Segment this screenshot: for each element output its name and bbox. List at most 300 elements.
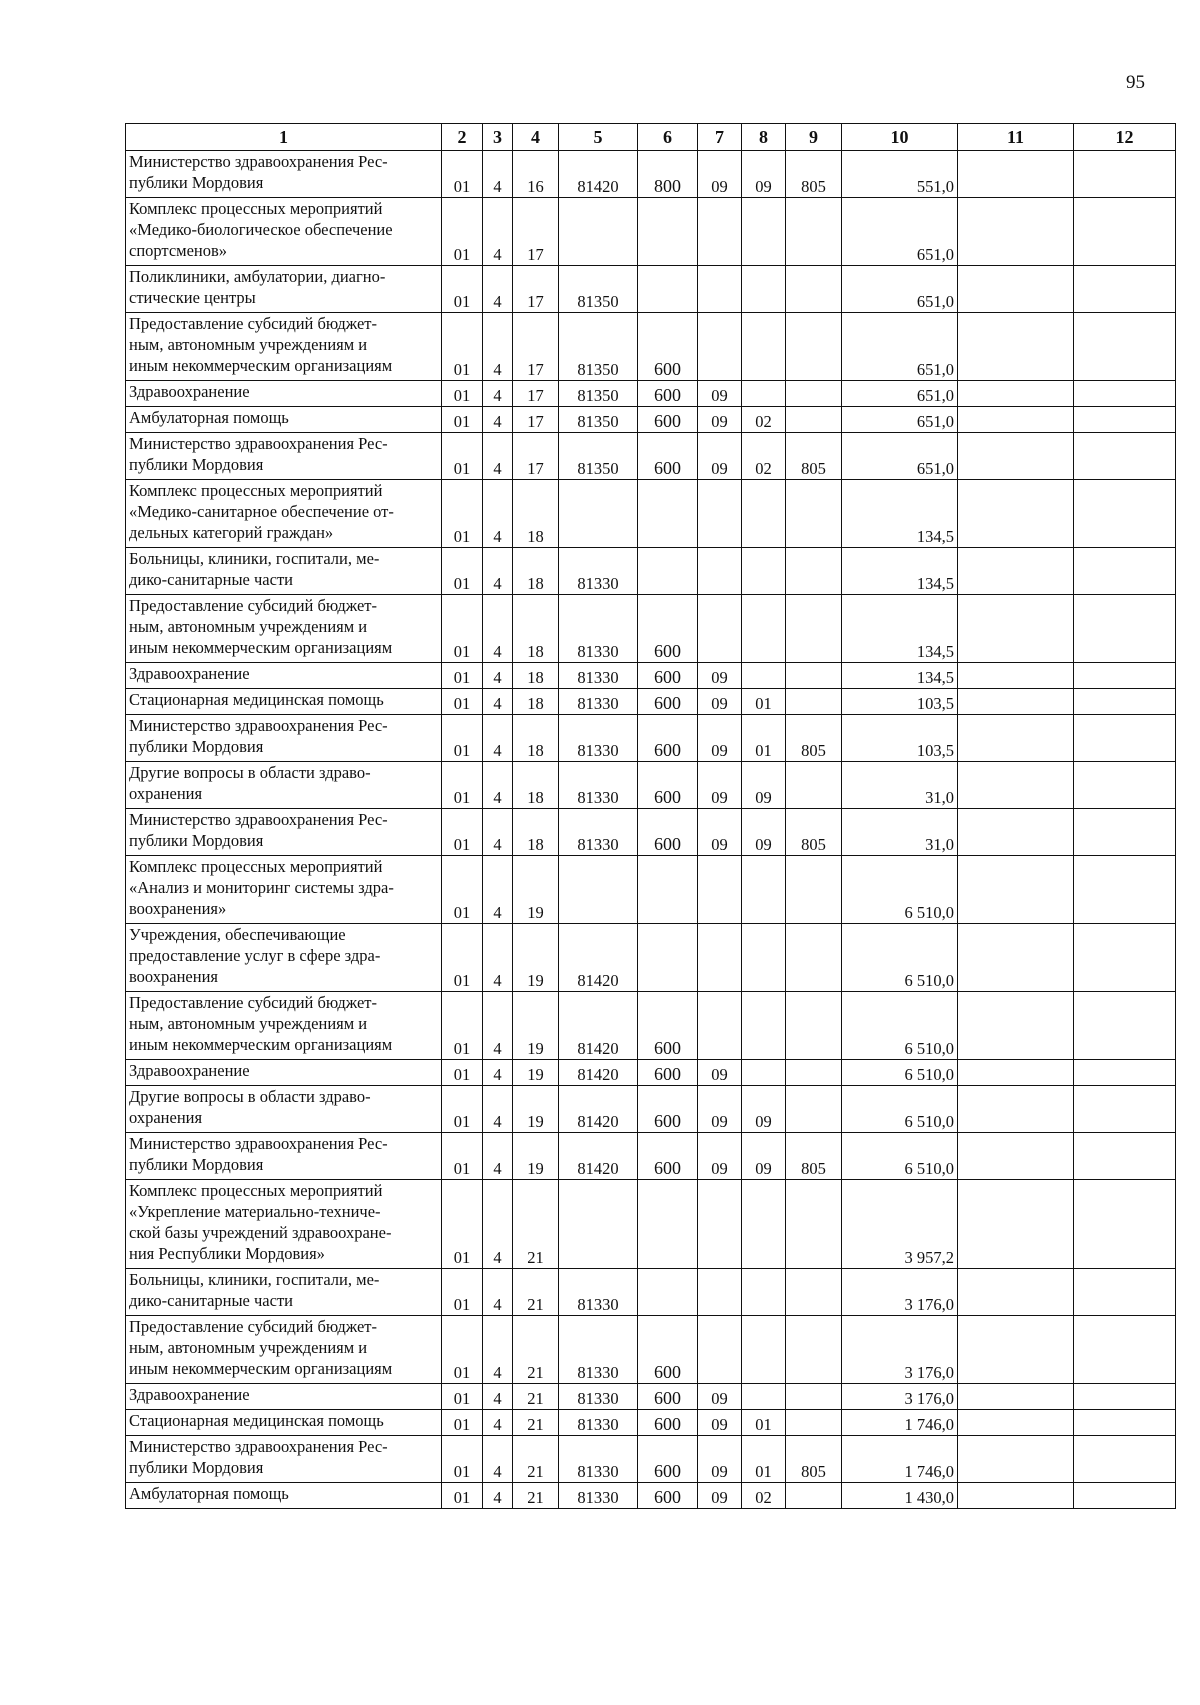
cell-col11: [958, 1436, 1074, 1483]
cell-col6: [638, 548, 698, 595]
cell-col4: 21: [513, 1269, 559, 1316]
column-header: 4: [513, 124, 559, 151]
row-name-text: Другие вопросы в области здраво- охранения: [129, 763, 371, 803]
cell-col8: [742, 1384, 786, 1410]
table-row: [126, 433, 1176, 480]
cell-col11: [958, 480, 1074, 548]
cell-col7: 09: [698, 762, 742, 809]
cell-col4: 21: [513, 1483, 559, 1509]
budget-table-container: [125, 123, 1175, 1509]
cell-col11: [958, 924, 1074, 992]
cell-col11: [958, 266, 1074, 313]
cell-col7: 09: [698, 715, 742, 762]
cell-col12: [1074, 480, 1176, 548]
table-row: [126, 480, 1176, 548]
table-row: [126, 1133, 1176, 1180]
row-name: [126, 433, 442, 480]
row-name: [126, 663, 442, 689]
cell-col8: 09: [742, 762, 786, 809]
cell-col6: 600: [638, 381, 698, 407]
table-row: [126, 762, 1176, 809]
cell-col5: 81330: [559, 1269, 638, 1316]
cell-col2: 01: [442, 1316, 483, 1384]
cell-col8: 09: [742, 1086, 786, 1133]
cell-col9: [786, 1269, 842, 1316]
cell-col7: 09: [698, 433, 742, 480]
table-row: [126, 151, 1176, 198]
cell-col12: [1074, 689, 1176, 715]
cell-col4: 21: [513, 1436, 559, 1483]
cell-col4: 18: [513, 595, 559, 663]
cell-col12: [1074, 856, 1176, 924]
cell-col9: [786, 762, 842, 809]
cell-col3: 4: [483, 266, 513, 313]
row-name: [126, 1410, 442, 1436]
cell-col3: 4: [483, 1410, 513, 1436]
cell-col9: [786, 1483, 842, 1509]
table-row: [126, 992, 1176, 1060]
cell-col7: [698, 924, 742, 992]
cell-col7: [698, 266, 742, 313]
cell-col12: [1074, 151, 1176, 198]
cell-col7: 09: [698, 1483, 742, 1509]
cell-col11: [958, 1316, 1074, 1384]
cell-col9: [786, 313, 842, 381]
cell-col6: [638, 1269, 698, 1316]
cell-col2: 01: [442, 266, 483, 313]
cell-col11: [958, 715, 1074, 762]
row-name-text: Комплекс процессных мероприятий «Медико-санитарное обеспечение от- дельных категорий граждан»: [129, 481, 394, 542]
table-row: [126, 1086, 1176, 1133]
budget-table: [125, 123, 1176, 1509]
cell-col4: 17: [513, 198, 559, 266]
cell-col2: 01: [442, 407, 483, 433]
cell-col7: 09: [698, 1060, 742, 1086]
cell-col11: [958, 198, 1074, 266]
cell-amount: 6 510,0: [842, 1133, 958, 1180]
cell-col8: [742, 856, 786, 924]
cell-col4: 17: [513, 313, 559, 381]
row-name-text: Министерство здравоохранения Рес- публики Мордовия: [129, 152, 388, 192]
cell-col4: 19: [513, 924, 559, 992]
cell-col9: 805: [786, 715, 842, 762]
cell-col3: 4: [483, 480, 513, 548]
cell-col3: 4: [483, 762, 513, 809]
cell-col7: [698, 992, 742, 1060]
cell-amount: 134,5: [842, 595, 958, 663]
cell-amount: 1 430,0: [842, 1483, 958, 1509]
cell-col9: [786, 663, 842, 689]
row-name: [126, 762, 442, 809]
row-name: [126, 381, 442, 407]
cell-col5: 81350: [559, 313, 638, 381]
cell-col11: [958, 1483, 1074, 1509]
cell-col11: [958, 689, 1074, 715]
cell-col12: [1074, 992, 1176, 1060]
cell-col3: 4: [483, 151, 513, 198]
cell-col4: 21: [513, 1180, 559, 1269]
table-row: [126, 1316, 1176, 1384]
cell-col2: 01: [442, 548, 483, 595]
cell-col9: [786, 480, 842, 548]
cell-col9: [786, 595, 842, 663]
cell-col8: 02: [742, 433, 786, 480]
cell-col7: 09: [698, 1133, 742, 1180]
cell-amount: 651,0: [842, 381, 958, 407]
cell-amount: 6 510,0: [842, 1086, 958, 1133]
cell-col9: 805: [786, 151, 842, 198]
cell-col6: 600: [638, 1384, 698, 1410]
cell-col2: 01: [442, 856, 483, 924]
header-row: [126, 124, 1176, 151]
row-name: [126, 407, 442, 433]
cell-col9: [786, 381, 842, 407]
cell-col2: 01: [442, 1410, 483, 1436]
cell-col8: 09: [742, 151, 786, 198]
cell-col7: [698, 856, 742, 924]
cell-col8: 02: [742, 407, 786, 433]
cell-col12: [1074, 1316, 1176, 1384]
cell-col12: [1074, 715, 1176, 762]
cell-col8: [742, 924, 786, 992]
row-name-text: Министерство здравоохранения Рес- публики Мордовия: [129, 810, 388, 850]
cell-col3: 4: [483, 809, 513, 856]
cell-col7: [698, 1316, 742, 1384]
cell-col6: 600: [638, 663, 698, 689]
cell-col3: 4: [483, 663, 513, 689]
column-header: 5: [559, 124, 638, 151]
cell-col5: 81420: [559, 1086, 638, 1133]
cell-col6: 600: [638, 1410, 698, 1436]
cell-col7: 09: [698, 689, 742, 715]
cell-col11: [958, 595, 1074, 663]
cell-col12: [1074, 407, 1176, 433]
cell-col11: [958, 1269, 1074, 1316]
cell-col4: 19: [513, 992, 559, 1060]
cell-col7: 09: [698, 663, 742, 689]
cell-col3: 4: [483, 1180, 513, 1269]
row-name: [126, 1180, 442, 1269]
table-row: [126, 689, 1176, 715]
cell-col9: 805: [786, 809, 842, 856]
cell-col4: 17: [513, 381, 559, 407]
cell-col5: 81350: [559, 381, 638, 407]
column-header: 12: [1074, 124, 1176, 151]
cell-col6: 600: [638, 992, 698, 1060]
row-name-text: Предоставление субсидий бюджет- ным, автономным учреждениям и иным некоммерческим организациям: [129, 993, 393, 1054]
table-row: [126, 1410, 1176, 1436]
row-name: [126, 689, 442, 715]
cell-amount: 134,5: [842, 663, 958, 689]
cell-col9: [786, 1180, 842, 1269]
row-name-text: Министерство здравоохранения Рес- публики Мордовия: [129, 434, 388, 474]
row-name: [126, 1133, 442, 1180]
cell-col11: [958, 856, 1074, 924]
cell-col6: 600: [638, 1316, 698, 1384]
cell-col8: 01: [742, 715, 786, 762]
cell-col11: [958, 809, 1074, 856]
column-header: 6: [638, 124, 698, 151]
cell-col2: 01: [442, 480, 483, 548]
cell-col9: [786, 407, 842, 433]
row-name-text: Министерство здравоохранения Рес- публики Мордовия: [129, 1134, 388, 1174]
row-name-text: Поликлиники, амбулатории, диагно- стические центры: [129, 267, 386, 307]
cell-col9: [786, 198, 842, 266]
cell-col9: [786, 992, 842, 1060]
cell-col7: [698, 548, 742, 595]
cell-col6: 600: [638, 433, 698, 480]
row-name: [126, 1060, 442, 1086]
column-header: 7: [698, 124, 742, 151]
table-row: [126, 1436, 1176, 1483]
cell-col2: 01: [442, 715, 483, 762]
cell-col4: 19: [513, 856, 559, 924]
cell-col11: [958, 1410, 1074, 1436]
cell-col2: 01: [442, 809, 483, 856]
cell-amount: 6 510,0: [842, 924, 958, 992]
cell-col6: 800: [638, 151, 698, 198]
row-name-text: Стационарная медицинская помощь: [129, 690, 384, 709]
cell-col4: 21: [513, 1384, 559, 1410]
cell-col8: 01: [742, 1436, 786, 1483]
cell-col9: [786, 1384, 842, 1410]
cell-col6: [638, 924, 698, 992]
table-body: [126, 151, 1176, 1509]
cell-col6: 600: [638, 1133, 698, 1180]
cell-col9: 805: [786, 1133, 842, 1180]
cell-col4: 18: [513, 663, 559, 689]
column-header: 11: [958, 124, 1074, 151]
row-name-text: Здравоохранение: [129, 1061, 250, 1080]
cell-col4: 17: [513, 266, 559, 313]
table-row: [126, 856, 1176, 924]
cell-col5: 81420: [559, 924, 638, 992]
column-header: 8: [742, 124, 786, 151]
cell-amount: 3 176,0: [842, 1384, 958, 1410]
cell-col6: [638, 198, 698, 266]
cell-col5: 81330: [559, 595, 638, 663]
row-name-text: Здравоохранение: [129, 1385, 250, 1404]
row-name-text: Предоставление субсидий бюджет- ным, автономным учреждениям и иным некоммерческим организациям: [129, 1317, 393, 1378]
cell-col12: [1074, 1086, 1176, 1133]
cell-col6: 600: [638, 407, 698, 433]
row-name-text: Больницы, клиники, госпитали, ме- дико-санитарные части: [129, 1270, 380, 1310]
cell-amount: 31,0: [842, 809, 958, 856]
cell-col2: 01: [442, 1384, 483, 1410]
table-row: [126, 1060, 1176, 1086]
cell-col7: [698, 1180, 742, 1269]
cell-amount: 103,5: [842, 689, 958, 715]
row-name-text: Комплекс процессных мероприятий «Медико-биологическое обеспечение спортсменов»: [129, 199, 393, 260]
cell-col7: [698, 198, 742, 266]
cell-col9: [786, 856, 842, 924]
cell-col8: [742, 266, 786, 313]
cell-col9: 805: [786, 433, 842, 480]
cell-amount: 103,5: [842, 715, 958, 762]
cell-col7: 09: [698, 1436, 742, 1483]
cell-col5: 81330: [559, 762, 638, 809]
cell-col6: 600: [638, 595, 698, 663]
cell-col5: 81420: [559, 992, 638, 1060]
cell-col12: [1074, 198, 1176, 266]
row-name-text: Другие вопросы в области здраво- охранения: [129, 1087, 371, 1127]
cell-col5: [559, 856, 638, 924]
row-name: [126, 1316, 442, 1384]
cell-col6: 600: [638, 1086, 698, 1133]
cell-col5: 81350: [559, 266, 638, 313]
cell-col5: 81420: [559, 1060, 638, 1086]
cell-col2: 01: [442, 381, 483, 407]
cell-col3: 4: [483, 715, 513, 762]
column-header: 3: [483, 124, 513, 151]
cell-col8: 09: [742, 809, 786, 856]
cell-amount: 651,0: [842, 433, 958, 480]
cell-col5: [559, 1180, 638, 1269]
cell-col11: [958, 1180, 1074, 1269]
cell-col2: 01: [442, 1269, 483, 1316]
cell-col2: 01: [442, 1436, 483, 1483]
cell-col2: 01: [442, 689, 483, 715]
cell-col4: 18: [513, 689, 559, 715]
cell-col5: [559, 480, 638, 548]
row-name: [126, 1269, 442, 1316]
row-name-text: Здравоохранение: [129, 664, 250, 683]
row-name: [126, 313, 442, 381]
cell-col7: [698, 480, 742, 548]
cell-col12: [1074, 762, 1176, 809]
cell-col7: 09: [698, 809, 742, 856]
cell-col2: 01: [442, 1483, 483, 1509]
cell-col3: 4: [483, 595, 513, 663]
cell-col3: 4: [483, 548, 513, 595]
row-name-text: Комплекс процессных мероприятий «Анализ и мониторинг системы здра- воохранения»: [129, 857, 394, 918]
cell-col3: 4: [483, 1269, 513, 1316]
cell-col4: 17: [513, 407, 559, 433]
table-row: [126, 595, 1176, 663]
cell-col2: 01: [442, 762, 483, 809]
cell-col9: 805: [786, 1436, 842, 1483]
cell-col12: [1074, 924, 1176, 992]
table-row: [126, 809, 1176, 856]
cell-col12: [1074, 1483, 1176, 1509]
cell-col8: [742, 313, 786, 381]
cell-col4: 17: [513, 433, 559, 480]
row-name-text: Стационарная медицинская помощь: [129, 1411, 384, 1430]
cell-col12: [1074, 595, 1176, 663]
cell-col7: [698, 595, 742, 663]
cell-col5: 81420: [559, 1133, 638, 1180]
cell-col12: [1074, 313, 1176, 381]
cell-amount: 3 957,2: [842, 1180, 958, 1269]
cell-col6: [638, 266, 698, 313]
cell-col5: 81420: [559, 151, 638, 198]
column-header: 10: [842, 124, 958, 151]
column-header: 1: [126, 124, 442, 151]
cell-col2: 01: [442, 433, 483, 480]
cell-col3: 4: [483, 1483, 513, 1509]
cell-amount: 3 176,0: [842, 1316, 958, 1384]
cell-col6: 600: [638, 715, 698, 762]
cell-amount: 6 510,0: [842, 992, 958, 1060]
cell-col6: 600: [638, 1436, 698, 1483]
row-name: [126, 266, 442, 313]
row-name-text: Амбулаторная помощь: [129, 1484, 289, 1503]
cell-col8: 02: [742, 1483, 786, 1509]
cell-col7: 09: [698, 151, 742, 198]
row-name-text: Министерство здравоохранения Рес- публики Мордовия: [129, 716, 388, 756]
cell-col3: 4: [483, 198, 513, 266]
cell-col6: [638, 1180, 698, 1269]
cell-col3: 4: [483, 856, 513, 924]
table-row: [126, 407, 1176, 433]
cell-col3: 4: [483, 992, 513, 1060]
table-row: [126, 1269, 1176, 1316]
cell-col12: [1074, 266, 1176, 313]
cell-amount: 31,0: [842, 762, 958, 809]
table-row: [126, 663, 1176, 689]
cell-col4: 18: [513, 715, 559, 762]
cell-col2: 01: [442, 313, 483, 381]
row-name-text: Предоставление субсидий бюджет- ным, автономным учреждениям и иным некоммерческим организациям: [129, 314, 393, 375]
cell-col2: 01: [442, 1086, 483, 1133]
cell-col5: 81330: [559, 1483, 638, 1509]
cell-amount: 651,0: [842, 198, 958, 266]
cell-col4: 18: [513, 548, 559, 595]
page-number: 95: [1126, 72, 1145, 93]
row-name: [126, 856, 442, 924]
cell-col4: 18: [513, 762, 559, 809]
cell-col8: [742, 1269, 786, 1316]
cell-col5: [559, 198, 638, 266]
row-name-text: Министерство здравоохранения Рес- публики Мордовия: [129, 1437, 388, 1477]
cell-col7: [698, 313, 742, 381]
cell-amount: 3 176,0: [842, 1269, 958, 1316]
cell-col6: 600: [638, 1483, 698, 1509]
row-name-text: Предоставление субсидий бюджет- ным, автономным учреждениям и иным некоммерческим организациям: [129, 596, 393, 657]
cell-col3: 4: [483, 924, 513, 992]
cell-amount: 134,5: [842, 480, 958, 548]
cell-amount: 551,0: [842, 151, 958, 198]
cell-col2: 01: [442, 151, 483, 198]
cell-col3: 4: [483, 1133, 513, 1180]
cell-col2: 01: [442, 1060, 483, 1086]
cell-col2: 01: [442, 1133, 483, 1180]
cell-col5: 81330: [559, 715, 638, 762]
row-name-text: Амбулаторная помощь: [129, 408, 289, 427]
row-name: [126, 548, 442, 595]
row-name: [126, 151, 442, 198]
cell-col6: 600: [638, 809, 698, 856]
cell-col7: 09: [698, 407, 742, 433]
cell-col9: [786, 1086, 842, 1133]
cell-col11: [958, 1086, 1074, 1133]
column-header: 9: [786, 124, 842, 151]
table-row: [126, 1384, 1176, 1410]
cell-col11: [958, 992, 1074, 1060]
cell-col8: 01: [742, 689, 786, 715]
cell-amount: 6 510,0: [842, 856, 958, 924]
row-name: [126, 809, 442, 856]
cell-col11: [958, 1133, 1074, 1180]
cell-col11: [958, 381, 1074, 407]
column-header: 2: [442, 124, 483, 151]
table-row: [126, 266, 1176, 313]
cell-amount: 6 510,0: [842, 1060, 958, 1086]
cell-amount: 651,0: [842, 266, 958, 313]
cell-col8: [742, 381, 786, 407]
row-name-text: Больницы, клиники, госпитали, ме- дико-санитарные части: [129, 549, 380, 589]
cell-col4: 16: [513, 151, 559, 198]
